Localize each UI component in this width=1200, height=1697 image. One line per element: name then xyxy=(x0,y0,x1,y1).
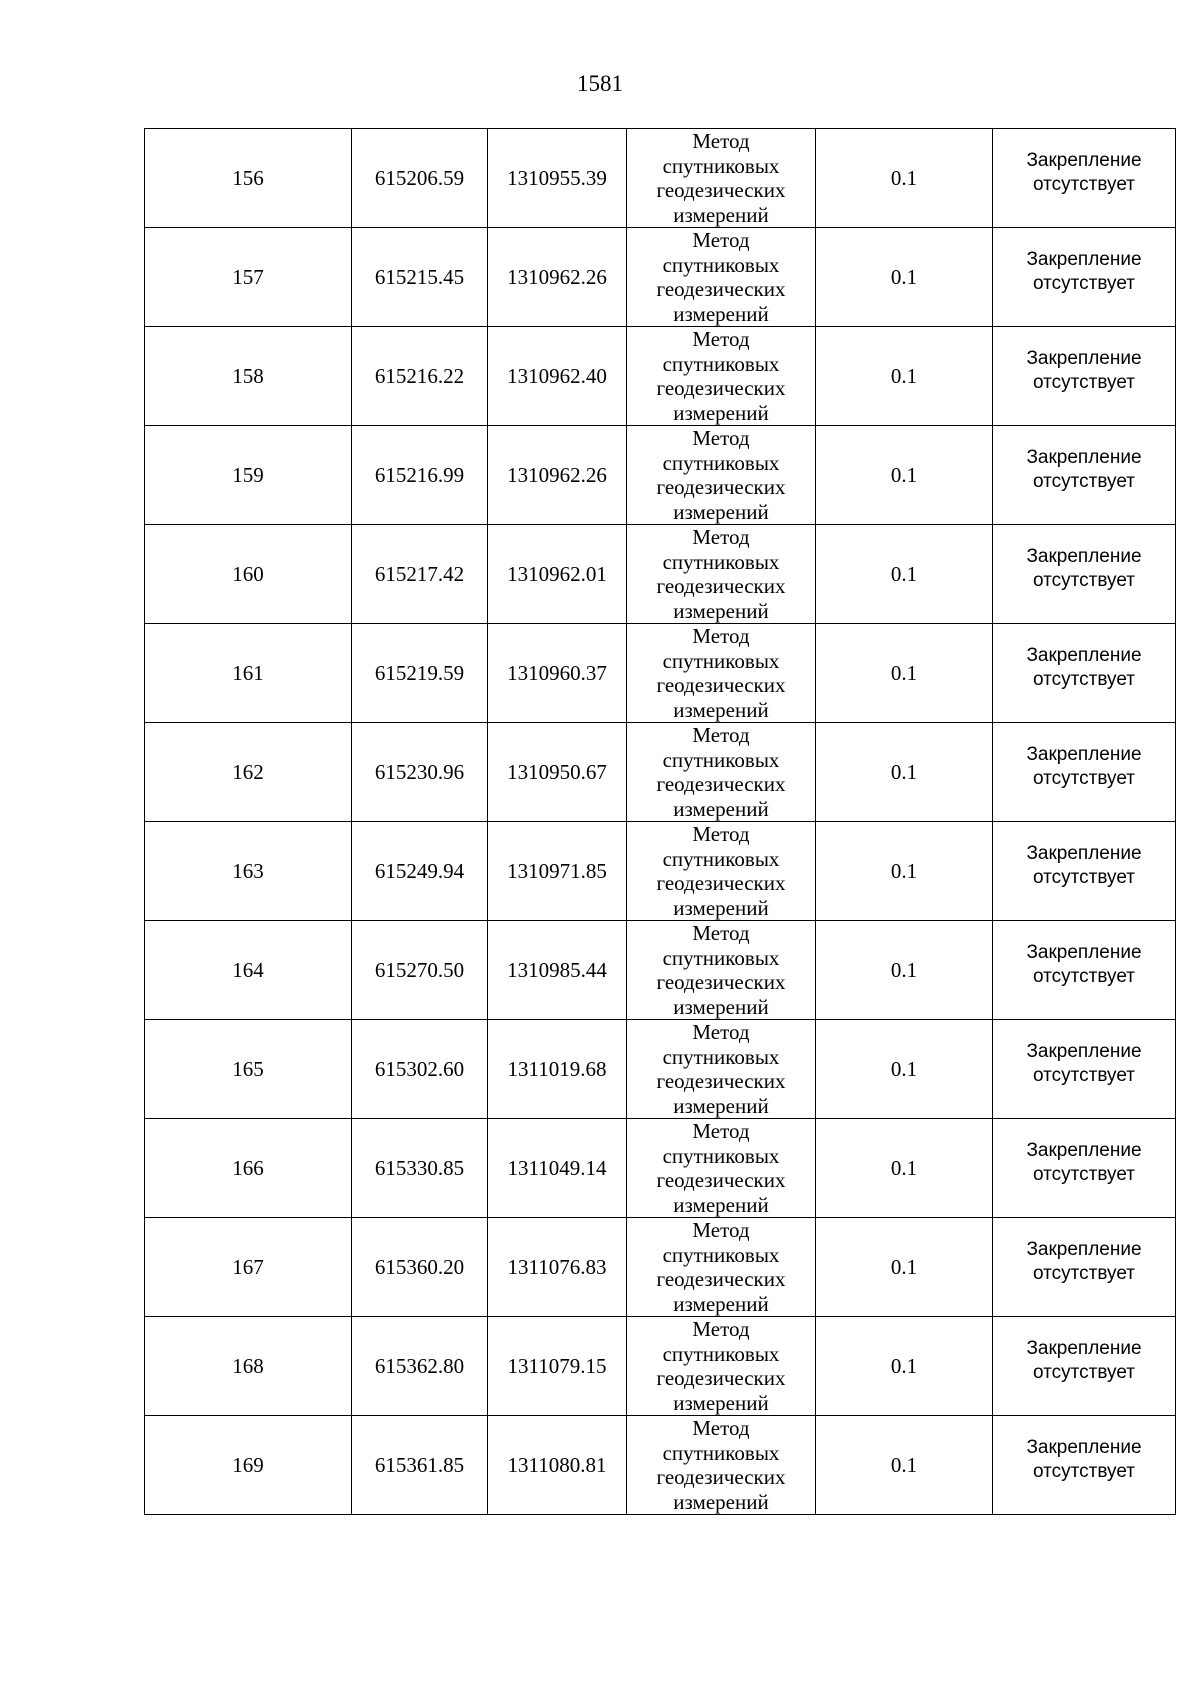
method-line: Метод xyxy=(692,1416,750,1440)
accuracy-cell: 0.1 xyxy=(816,624,993,723)
fixing-cell xyxy=(993,1317,1176,1416)
table-row xyxy=(145,525,1176,624)
method-line: спутниковых xyxy=(662,1044,780,1069)
method-line: Метод xyxy=(692,327,750,351)
point-number-cell: 168 xyxy=(145,1317,352,1416)
fixing-line: Закрепление xyxy=(1026,546,1142,567)
method-line: геодезических xyxy=(656,871,786,895)
page-number: 1581 xyxy=(577,71,623,96)
accuracy-cell: 0.1 xyxy=(816,1119,993,1218)
method-line: измерений xyxy=(673,895,769,920)
fixing-line: Закрепление xyxy=(1026,1437,1142,1458)
method-line: спутниковых xyxy=(662,846,780,871)
fixing-line: Закрепление xyxy=(1026,249,1142,270)
fixing-cell xyxy=(993,1416,1176,1515)
fixing-line: отсутствует xyxy=(1033,966,1135,987)
point-number-cell: 159 xyxy=(145,426,352,525)
method-line: измерений xyxy=(673,1390,769,1415)
method-cell xyxy=(627,327,816,426)
method-line: Метод xyxy=(692,624,750,648)
x-coordinate-cell: 615249.94 xyxy=(352,822,488,921)
point-number-cell: 167 xyxy=(145,1218,352,1317)
fixing-line: Закрепление xyxy=(1026,447,1142,468)
x-coordinate-cell: 615219.59 xyxy=(352,624,488,723)
point-number-cell: 163 xyxy=(145,822,352,921)
y-coordinate-cell: 1311080.81 xyxy=(488,1416,627,1515)
y-coordinate-cell: 1310960.37 xyxy=(488,624,627,723)
method-line: измерений xyxy=(673,598,769,623)
method-line: спутниковых xyxy=(662,252,780,277)
method-line: геодезических xyxy=(656,1267,786,1291)
x-coordinate-cell: 615230.96 xyxy=(352,723,488,822)
table-row xyxy=(145,1416,1176,1515)
point-number-cell: 156 xyxy=(145,129,352,228)
table-body xyxy=(145,129,1176,1515)
x-coordinate-cell: 615215.45 xyxy=(352,228,488,327)
method-cell xyxy=(627,822,816,921)
method-line: Метод xyxy=(692,921,750,945)
fixing-cell xyxy=(993,822,1176,921)
fixing-cell xyxy=(993,525,1176,624)
table-row xyxy=(145,624,1176,723)
fixing-cell xyxy=(993,1218,1176,1317)
fixing-line: отсутствует xyxy=(1033,1164,1135,1185)
accuracy-cell: 0.1 xyxy=(816,228,993,327)
fixing-line: Закрепление xyxy=(1026,1338,1142,1359)
method-line: спутниковых xyxy=(662,351,780,376)
fixing-line: Закрепление xyxy=(1026,1140,1142,1161)
fixing-line: Закрепление xyxy=(1026,348,1142,369)
fixing-line: Закрепление xyxy=(1026,942,1142,963)
method-line: измерений xyxy=(673,697,769,722)
method-line: спутниковых xyxy=(662,747,780,772)
fixing-line: отсутствует xyxy=(1033,669,1135,690)
method-line: спутниковых xyxy=(662,648,780,673)
x-coordinate-cell: 615362.80 xyxy=(352,1317,488,1416)
fixing-cell xyxy=(993,426,1176,525)
method-cell xyxy=(627,228,816,327)
table-row xyxy=(145,1119,1176,1218)
table-row xyxy=(145,426,1176,525)
accuracy-cell: 0.1 xyxy=(816,426,993,525)
table-row xyxy=(145,822,1176,921)
method-cell xyxy=(627,723,816,822)
coordinates-table xyxy=(144,128,1176,1515)
method-line: измерений xyxy=(673,1192,769,1217)
method-line: спутниковых xyxy=(662,1341,780,1366)
y-coordinate-cell: 1311019.68 xyxy=(488,1020,627,1119)
fixing-line: отсутствует xyxy=(1033,1461,1135,1482)
table-row xyxy=(145,327,1176,426)
point-number-cell: 164 xyxy=(145,921,352,1020)
method-cell xyxy=(627,426,816,525)
fixing-line: отсутствует xyxy=(1033,1065,1135,1086)
fixing-line: отсутствует xyxy=(1033,471,1135,492)
method-line: геодезических xyxy=(656,1168,786,1192)
method-line: геодезических xyxy=(656,376,786,400)
x-coordinate-cell: 615216.22 xyxy=(352,327,488,426)
x-coordinate-cell: 615216.99 xyxy=(352,426,488,525)
point-number-cell: 169 xyxy=(145,1416,352,1515)
method-line: спутниковых xyxy=(662,1143,780,1168)
y-coordinate-cell: 1310985.44 xyxy=(488,921,627,1020)
accuracy-cell: 0.1 xyxy=(816,1317,993,1416)
table-row xyxy=(145,228,1176,327)
fixing-cell xyxy=(993,1119,1176,1218)
y-coordinate-cell: 1311079.15 xyxy=(488,1317,627,1416)
accuracy-cell: 0.1 xyxy=(816,327,993,426)
y-coordinate-cell: 1310950.67 xyxy=(488,723,627,822)
accuracy-cell: 0.1 xyxy=(816,525,993,624)
y-coordinate-cell: 1310971.85 xyxy=(488,822,627,921)
x-coordinate-cell: 615270.50 xyxy=(352,921,488,1020)
method-cell xyxy=(627,624,816,723)
method-line: спутниковых xyxy=(662,549,780,574)
method-cell xyxy=(627,1416,816,1515)
method-line: геодезических xyxy=(656,475,786,499)
method-line: спутниковых xyxy=(662,153,780,178)
y-coordinate-cell: 1310962.26 xyxy=(488,426,627,525)
accuracy-cell: 0.1 xyxy=(816,723,993,822)
method-cell xyxy=(627,525,816,624)
fixing-cell xyxy=(993,1020,1176,1119)
method-line: спутниковых xyxy=(662,945,780,970)
fixing-line: отсутствует xyxy=(1033,372,1135,393)
point-number-cell: 161 xyxy=(145,624,352,723)
method-line: измерений xyxy=(673,994,769,1019)
fixing-cell xyxy=(993,921,1176,1020)
method-line: спутниковых xyxy=(662,1440,780,1465)
fixing-cell xyxy=(993,129,1176,228)
method-line: геодезических xyxy=(656,277,786,301)
method-line: Метод xyxy=(692,1317,750,1341)
y-coordinate-cell: 1310962.26 xyxy=(488,228,627,327)
method-line: геодезических xyxy=(656,574,786,598)
method-line: измерений xyxy=(673,1093,769,1118)
method-line: измерений xyxy=(673,796,769,821)
accuracy-cell: 0.1 xyxy=(816,822,993,921)
fixing-line: отсутствует xyxy=(1033,1362,1135,1383)
point-number-cell: 162 xyxy=(145,723,352,822)
fixing-line: отсутствует xyxy=(1033,174,1135,195)
point-number-cell: 158 xyxy=(145,327,352,426)
method-line: измерений xyxy=(673,202,769,227)
fixing-cell xyxy=(993,624,1176,723)
accuracy-cell: 0.1 xyxy=(816,921,993,1020)
point-number-cell: 165 xyxy=(145,1020,352,1119)
method-line: измерений xyxy=(673,499,769,524)
method-line: Метод xyxy=(692,1218,750,1242)
x-coordinate-cell: 615360.20 xyxy=(352,1218,488,1317)
fixing-line: Закрепление xyxy=(1026,150,1142,171)
method-line: Метод xyxy=(692,426,750,450)
method-line: геодезических xyxy=(656,1069,786,1093)
fixing-line: Закрепление xyxy=(1026,744,1142,765)
table-row xyxy=(145,723,1176,822)
x-coordinate-cell: 615302.60 xyxy=(352,1020,488,1119)
fixing-line: отсутствует xyxy=(1033,1263,1135,1284)
accuracy-cell: 0.1 xyxy=(816,1416,993,1515)
method-line: Метод xyxy=(692,129,750,153)
method-line: Метод xyxy=(692,1119,750,1143)
x-coordinate-cell: 615217.42 xyxy=(352,525,488,624)
fixing-line: Закрепление xyxy=(1026,645,1142,666)
method-line: спутниковых xyxy=(662,450,780,475)
point-number-cell: 160 xyxy=(145,525,352,624)
method-line: измерений xyxy=(673,1489,769,1514)
table-row xyxy=(145,1020,1176,1119)
y-coordinate-cell: 1310962.40 xyxy=(488,327,627,426)
accuracy-cell: 0.1 xyxy=(816,129,993,228)
method-line: геодезических xyxy=(656,1465,786,1489)
fixing-line: отсутствует xyxy=(1033,768,1135,789)
fixing-line: отсутствует xyxy=(1033,867,1135,888)
method-cell xyxy=(627,1218,816,1317)
table-row xyxy=(145,921,1176,1020)
method-cell xyxy=(627,129,816,228)
method-line: Метод xyxy=(692,228,750,252)
x-coordinate-cell: 615330.85 xyxy=(352,1119,488,1218)
fixing-line: Закрепление xyxy=(1026,843,1142,864)
method-line: измерений xyxy=(673,1291,769,1316)
accuracy-cell: 0.1 xyxy=(816,1218,993,1317)
method-line: Метод xyxy=(692,525,750,549)
method-line: Метод xyxy=(692,1020,750,1044)
method-line: Метод xyxy=(692,822,750,846)
table-row xyxy=(145,129,1176,228)
method-line: геодезических xyxy=(656,673,786,697)
method-line: измерений xyxy=(673,301,769,326)
fixing-line: отсутствует xyxy=(1033,570,1135,591)
fixing-line: отсутствует xyxy=(1033,273,1135,294)
method-cell xyxy=(627,1119,816,1218)
method-line: спутниковых xyxy=(662,1242,780,1267)
fixing-line: Закрепление xyxy=(1026,1041,1142,1062)
method-line: измерений xyxy=(673,400,769,425)
y-coordinate-cell: 1310962.01 xyxy=(488,525,627,624)
x-coordinate-cell: 615361.85 xyxy=(352,1416,488,1515)
table-row xyxy=(145,1317,1176,1416)
method-line: геодезических xyxy=(656,178,786,202)
fixing-cell xyxy=(993,228,1176,327)
fixing-cell xyxy=(993,723,1176,822)
point-number-cell: 157 xyxy=(145,228,352,327)
method-line: геодезических xyxy=(656,772,786,796)
method-cell xyxy=(627,1317,816,1416)
x-coordinate-cell: 615206.59 xyxy=(352,129,488,228)
method-cell xyxy=(627,1020,816,1119)
method-cell xyxy=(627,921,816,1020)
point-number-cell: 166 xyxy=(145,1119,352,1218)
method-line: Метод xyxy=(692,723,750,747)
table-row xyxy=(145,1218,1176,1317)
method-line: геодезических xyxy=(656,970,786,994)
y-coordinate-cell: 1311049.14 xyxy=(488,1119,627,1218)
method-line: геодезических xyxy=(656,1366,786,1390)
y-coordinate-cell: 1311076.83 xyxy=(488,1218,627,1317)
y-coordinate-cell: 1310955.39 xyxy=(488,129,627,228)
fixing-line: Закрепление xyxy=(1026,1239,1142,1260)
fixing-cell xyxy=(993,327,1176,426)
accuracy-cell: 0.1 xyxy=(816,1020,993,1119)
